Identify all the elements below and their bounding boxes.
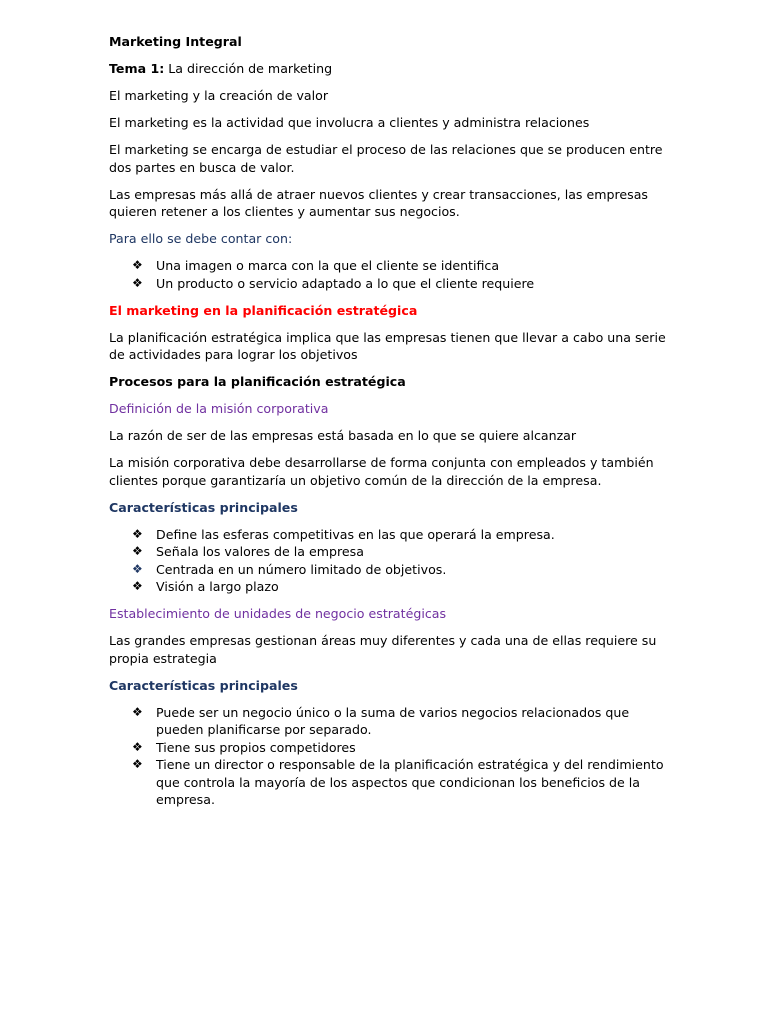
paragraph-corporate-mission: La misión corporativa debe desarrollarse de forma conjunta con empleados y también clientes porque garantizaría un objetivo común de la dirección de la empresa. — [109, 455, 654, 488]
diamond-bullet-icon: ❖ — [132, 526, 143, 541]
diamond-bullet-icon: ❖ — [132, 704, 143, 719]
list-item-text: Tiene sus propios competidores — [156, 739, 356, 755]
list-item — [109, 275, 668, 293]
mission-features-list — [109, 526, 668, 596]
list-item-text: Visión a largo plazo — [156, 579, 279, 594]
paragraph-marketing-relations: El marketing se encarga de estudiar el proceso de las relaciones que se producen entre dos partes en busca de valor. — [109, 142, 663, 175]
list-item-text: Puede ser un negocio único o la suma de varios negocios relacionados que pueden planificarse por separado. — [156, 704, 630, 737]
list-item-text: Define las esferas competitivas en las que operará la empresa. — [156, 526, 555, 542]
list-item — [109, 739, 668, 757]
mission-heading: Definición de la misión corporativa — [109, 401, 329, 416]
topic-line — [109, 60, 668, 78]
diamond-bullet-icon: ❖ — [132, 275, 143, 290]
intro-bullet-list — [109, 257, 668, 292]
diamond-bullet-icon: ❖ — [132, 258, 143, 272]
topic-label: Tema 1: — [109, 61, 165, 76]
paragraph-reason-of-being: La razón de ser de las empresas está basada en lo que se quiere alcanzar — [109, 428, 577, 443]
list-item-text: Un producto o servicio adaptado a lo que el cliente requiere — [156, 275, 535, 291]
list-item — [109, 756, 668, 809]
processes-heading: Procesos para la planificación estratégica — [109, 374, 406, 389]
list-item — [109, 257, 668, 275]
list-item — [109, 543, 668, 561]
list-item-text: Una imagen o marca con la que el cliente se identifica — [156, 258, 500, 273]
list-item — [109, 704, 668, 739]
list-item-text: Tiene un director o responsable de la planificación estratégica y del rendimiento que controla la mayoría de los aspectos que condicionan los beneficios de la empresa. — [156, 757, 664, 807]
paragraph-large-companies: Las grandes empresas gestionan áreas muy diferentes y cada una de ellas requiere su propia estrategia — [109, 633, 657, 666]
diamond-bullet-icon: ❖ — [132, 757, 143, 771]
list-item-text: Centrada en un número limitado de objetivos. — [156, 561, 447, 577]
section-heading-strategic-planning: El marketing en la planificación estratégica — [109, 302, 418, 318]
topic-text: La dirección de marketing — [164, 61, 333, 76]
list-item — [109, 561, 668, 579]
units-heading: Establecimiento de unidades de negocio estratégicas — [109, 606, 447, 621]
list-item-text: Señala los valores de la empresa — [156, 544, 364, 559]
intro-list-heading: Para ello se debe contar con: — [109, 231, 293, 246]
paragraph-strategic-planning: La planificación estratégica implica que las empresas tienen que llevar a cabo una serie de actividades para lograr los objetivos — [109, 329, 666, 362]
diamond-bullet-icon: ❖ — [132, 561, 143, 576]
unit-features-list — [109, 704, 668, 809]
features-heading-units: Características principales — [109, 677, 298, 693]
list-item — [109, 578, 668, 596]
paragraph-companies-goals: Las empresas más allá de atraer nuevos clientes y crear transacciones, las empresas quieren retener a los clientes y aumentar sus negocios. — [109, 186, 648, 219]
paragraph-value-creation: El marketing y la creación de valor — [109, 88, 329, 103]
diamond-bullet-icon: ❖ — [132, 544, 143, 558]
list-item — [109, 526, 668, 544]
diamond-bullet-icon: ❖ — [132, 579, 143, 593]
diamond-bullet-icon: ❖ — [132, 739, 143, 754]
features-heading-mission: Características principales — [109, 499, 298, 515]
document-title: Marketing Integral — [109, 34, 242, 49]
paragraph-marketing-activity: El marketing es la actividad que involucra a clientes y administra relaciones — [109, 115, 590, 130]
